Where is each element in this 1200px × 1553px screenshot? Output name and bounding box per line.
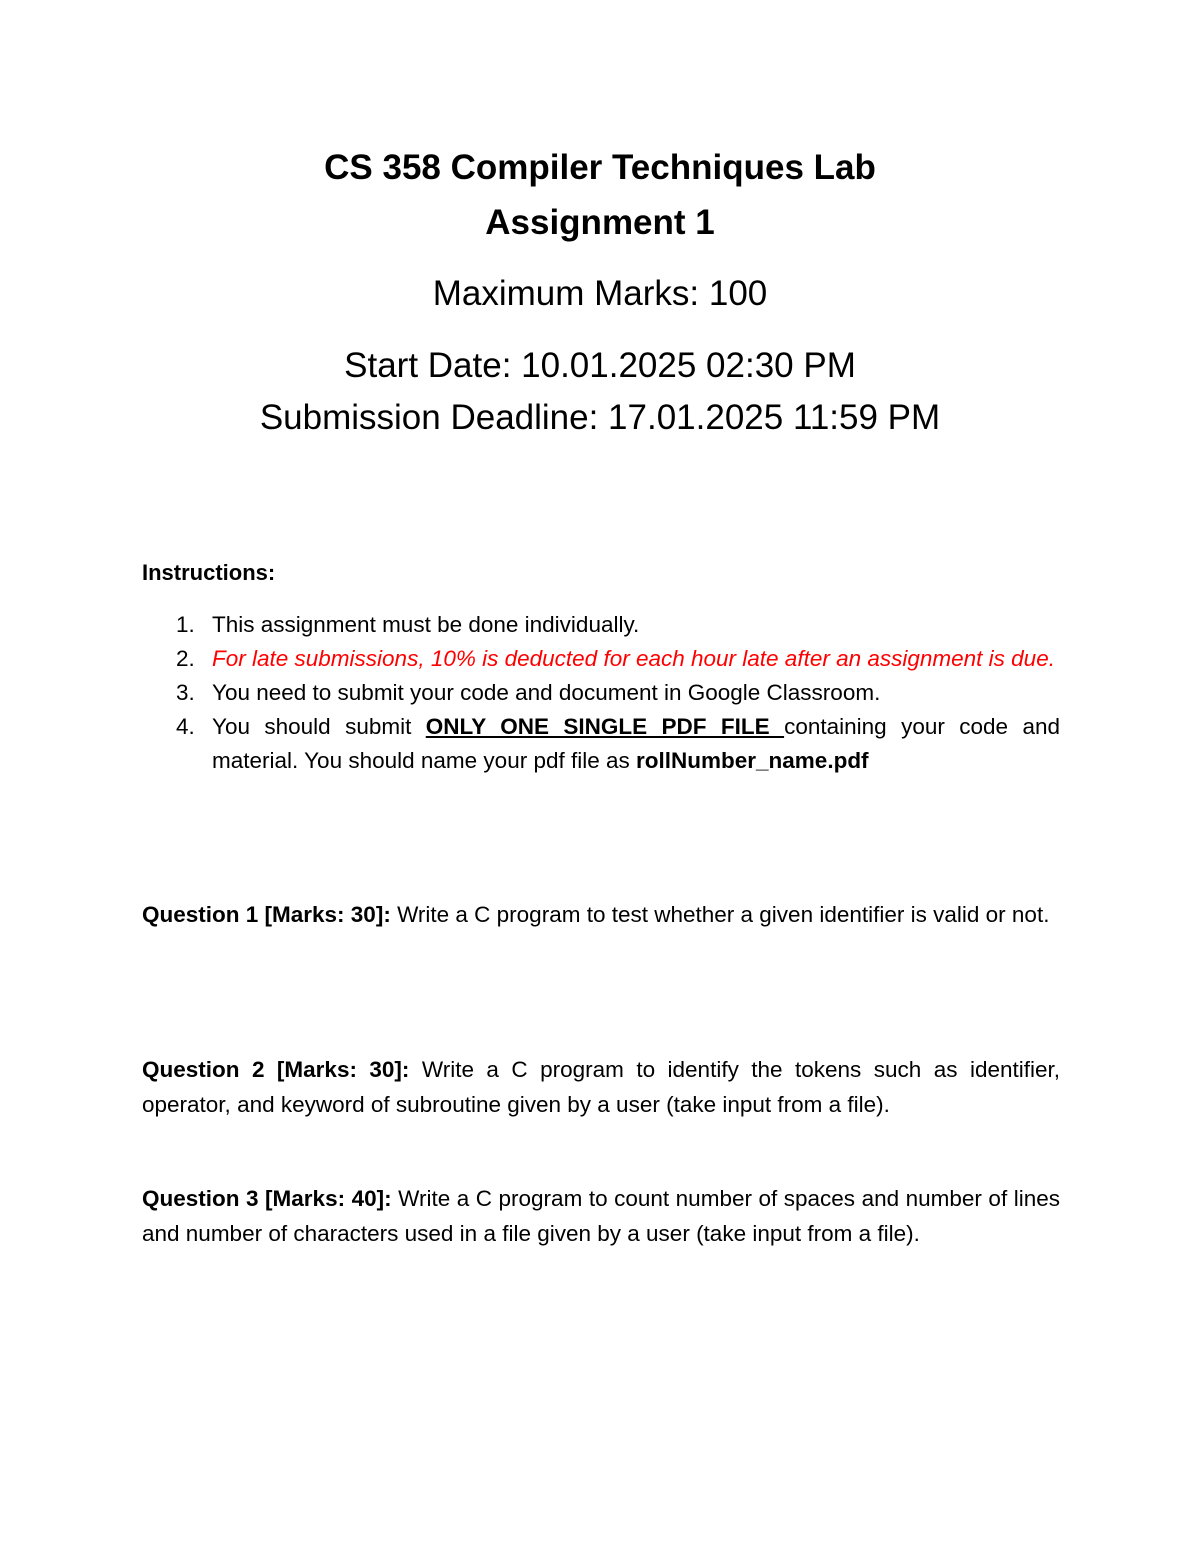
instruction-number: 4. bbox=[176, 714, 195, 739]
question-text: Write a C program to test whether a given identifier is valid or not. bbox=[390, 902, 1050, 927]
single-pdf-emphasis: ONLY ONE SINGLE PDF FILE bbox=[425, 714, 785, 739]
question-text: Write a C program to identify the tokens such as identifier, operator, and keyword of subroutine given by a user (take input from a file). bbox=[142, 1057, 1060, 1117]
instruction-text-part: You should submit bbox=[212, 714, 426, 739]
question-text: Write a C program to count number of spaces and number of lines and number of characters used in a file given by a user (take input from a file). bbox=[142, 1186, 1060, 1246]
instruction-item bbox=[142, 608, 1060, 642]
question-label: Question 3 [Marks: 40]: bbox=[142, 1186, 392, 1211]
question-1 bbox=[142, 897, 1060, 932]
instruction-text-part: containing your code and material. You should name your pdf file as bbox=[212, 714, 1060, 773]
instructions-list bbox=[142, 608, 1060, 778]
assignment-subtitle: Assignment 1 bbox=[485, 203, 715, 242]
instruction-item-late-policy bbox=[142, 642, 1060, 676]
question-label: Question 2 [Marks: 30]: bbox=[142, 1057, 410, 1082]
instruction-number: 2. bbox=[176, 646, 195, 671]
instructions-heading: Instructions: bbox=[142, 560, 276, 585]
instruction-number: 3. bbox=[176, 680, 195, 705]
question-3 bbox=[142, 1181, 1060, 1251]
question-label: Question 1 [Marks: 30]: bbox=[142, 902, 391, 927]
maximum-marks: Maximum Marks: 100 bbox=[432, 274, 768, 313]
instruction-number: 1. bbox=[176, 612, 195, 637]
instruction-text: You need to submit your code and document in Google Classroom. bbox=[212, 680, 881, 705]
start-date: Start Date: 10.01.2025 02:30 PM bbox=[344, 346, 856, 385]
instruction-item-submission-format bbox=[142, 710, 1060, 778]
instruction-text-late-policy: For late submissions, 10% is deducted for each hour late after an assignment is due. bbox=[212, 646, 1055, 671]
question-2 bbox=[142, 1052, 1060, 1122]
instruction-text: This assignment must be done individually. bbox=[212, 612, 640, 637]
filename-format: rollNumber_name.pdf bbox=[636, 748, 869, 773]
instruction-item bbox=[142, 676, 1060, 710]
submission-deadline: Submission Deadline: 17.01.2025 11:59 PM bbox=[259, 398, 941, 437]
document-title: CS 358 Compiler Techniques Lab bbox=[324, 148, 876, 187]
